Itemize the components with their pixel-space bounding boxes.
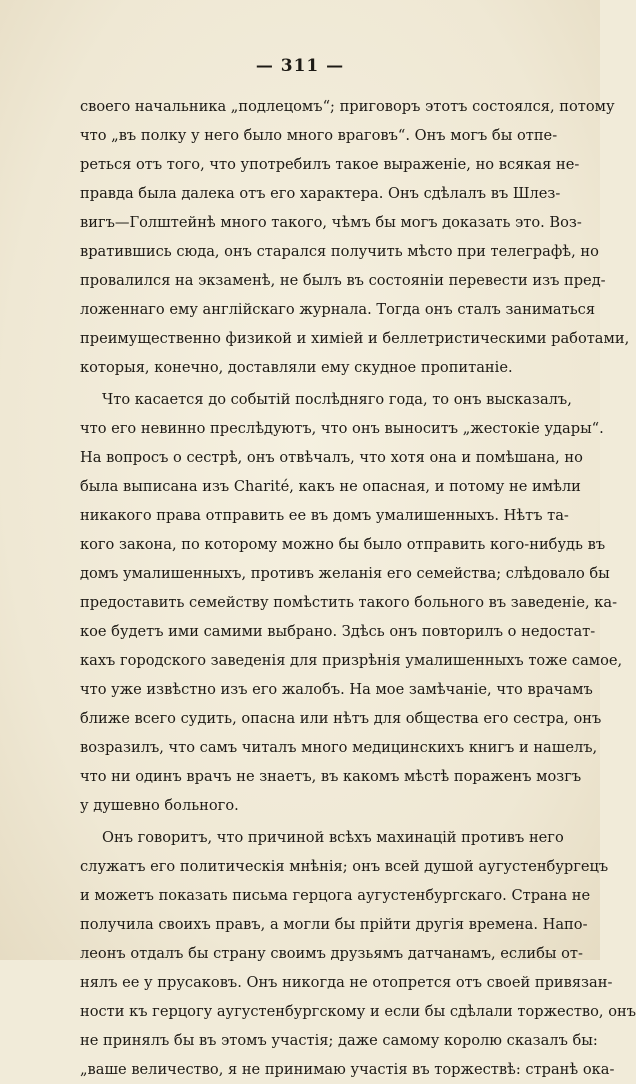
- text-line: „ваше величество, я не принимаю участія въ торжествѣ: странѣ ока-: [80, 1061, 615, 1078]
- text-line: Онъ говоритъ, что причиной всѣхъ махинацій противъ него: [102, 829, 564, 846]
- text-line: которыя, конечно, доставляли ему скудное пропитаніе.: [80, 359, 513, 376]
- text-line: у душевно больного.: [80, 797, 239, 814]
- text-line: леонъ отдалъ бы страну своимъ друзьямъ датчанамъ, еслибы от-: [80, 945, 583, 962]
- text-line: Что касается до событій послѣдняго года, то онъ высказалъ,: [102, 391, 572, 408]
- text-line: возразилъ, что самъ читалъ много медицинскихъ книгъ и нашелъ,: [80, 739, 598, 756]
- text-line: кого закона, по которому можно бы было отправить кого-нибудь въ: [80, 536, 606, 553]
- page-number: — 311 —: [255, 56, 345, 76]
- text-line: что уже извѣстно изъ его жалобъ. На мое замѣчаніе, что врачамъ: [80, 681, 593, 698]
- text-line: что его невинно преслѣдуютъ, что онъ выноситъ „жестокіе удары“.: [80, 420, 604, 437]
- text-line: не принялъ бы въ этомъ участія; даже самому королю сказалъ бы:: [80, 1032, 598, 1049]
- text-line: нялъ ее у прусаковъ. Онъ никогда не отопрется отъ своей привязан-: [80, 974, 613, 991]
- text-line: домъ умалишенныхъ, противъ желанія его семейства; слѣдовало бы: [80, 565, 610, 582]
- text-line: получила своихъ правъ, а могли бы прійти другія времена. Напо-: [80, 916, 588, 933]
- text-line: реться отъ того, что употребилъ такое выраженіе, но всякая не-: [80, 156, 580, 173]
- text-line: ближе всего судить, опасна или нѣтъ для общества его сестра, онъ: [80, 710, 602, 727]
- text-line: предоставить семейству помѣстить такого больного въ заведеніе, ка-: [80, 594, 617, 611]
- text-line: ложеннаго ему англійскаго журнала. Тогда онъ сталъ заниматься: [80, 301, 596, 318]
- text-line: правда была далека отъ его характера. Онъ сдѣлалъ въ Шлез-: [80, 185, 561, 202]
- text-line: служатъ его политическія мнѣнія; онъ всей душой аугустенбургецъ: [80, 858, 609, 875]
- text-line: ности къ герцогу аугустенбургскому и если бы сдѣлали торжество, онъ: [80, 1003, 636, 1020]
- text-line: вратившись сюда, онъ старался получить мѣсто при телеграфѣ, но: [80, 243, 599, 260]
- text-line: и можетъ показать письма герцога аугустенбургскаго. Страна не: [80, 887, 591, 904]
- text-line: что „въ полку у него было много враговъ“. Онъ могъ бы отпе-: [80, 127, 558, 144]
- text-line: кое будетъ ими самими выбрано. Здѣсь онъ повторилъ о недостат-: [80, 623, 596, 640]
- paragraph: [80, 385, 623, 820]
- text-line: своего начальника „подлецомъ“; приговоръ этотъ состоялся, потому: [80, 98, 615, 115]
- text-line: что ни одинъ врачъ не знаетъ, въ какомъ мѣстѣ пораженъ мозгъ: [80, 768, 582, 785]
- body-text: [80, 92, 636, 1084]
- paragraph: [80, 92, 630, 382]
- text-line: На вопросъ о сестрѣ, онъ отвѣчалъ, что хотя она и помѣшана, но: [80, 449, 583, 466]
- text-line: преимущественно физикой и химіей и беллетристическими работами,: [80, 330, 630, 347]
- text-line: провалился на экзаменѣ, не былъ въ состояніи перевести изъ пред-: [80, 272, 606, 289]
- text-line: вигъ—Голштейнѣ много такого, чѣмъ бы могъ доказать это. Воз-: [80, 214, 582, 231]
- text-line: кахъ городского заведенія для призрѣнія умалишенныхъ тоже самое,: [80, 652, 623, 669]
- text-line: никакого права отправить ее въ домъ умалишенныхъ. Нѣтъ та-: [80, 507, 569, 524]
- text-line: была выписана изъ Charité, какъ не опасная, и потому не имѣли: [80, 478, 581, 495]
- paragraph: [80, 823, 636, 1084]
